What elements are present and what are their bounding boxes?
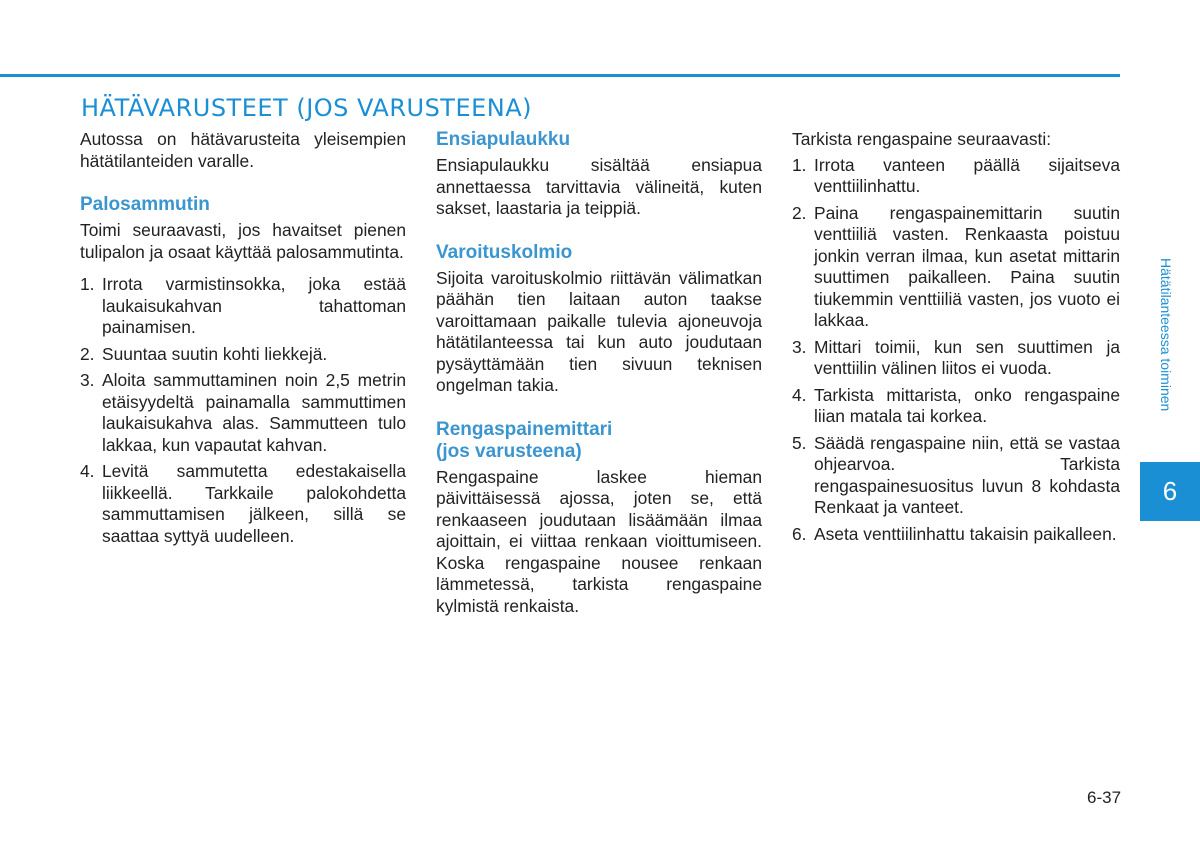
step-number: 2. <box>792 202 807 223</box>
palosammutin-steps <box>80 274 406 547</box>
ensiapulaukku-text: Ensiapulaukku sisältää ensiapua annettaessa tarvittavia välineitä, kuten sakset, laastaria ja teippiä. <box>436 155 762 218</box>
palosammutin-intro: Toimi seuraavasti, jos havaitset pienen tulipalon ja osaat käyttää palosammutinta. <box>80 220 406 262</box>
step-text: Levitä sammutetta edestakaisella liikkeellä. Tarkkaile palokohdetta sammuttamisen jälkeen, sillä se saattaa syttyä uudelleen. <box>102 461 406 546</box>
step-number: 3. <box>792 336 807 357</box>
step-number: 6. <box>792 523 807 544</box>
rengaspainemittari-heading-line1: Rengaspainemittari <box>436 418 613 440</box>
step-number: 5. <box>792 432 807 453</box>
intro-paragraph: Autossa on hätävarusteita yleisempien hätätilanteiden varalle. <box>80 129 406 171</box>
varoituskolmio-heading: Varoituskolmio <box>436 241 573 263</box>
step-text: Aloita sammuttaminen noin 2,5 metrin etäisyydeltä painamalla sammuttimen laukaisukahva alas. Sammutteen tulo lakkaa, kun vapautat kahvan. <box>102 370 406 455</box>
ensiapulaukku-heading: Ensiapulaukku <box>436 129 571 150</box>
step-text: Irrota varmistinsokka, joka estää laukaisukahvan tahattoman painamisen. <box>102 274 406 337</box>
rengaspainemittari-text: Rengaspaine laskee hieman päivittäisessä ajossa, joten se, että renkaaseen joudutaan lisäämään ilmaa ajoittain, ei viittaa renkaan vioittumiseen. Koska rengaspaine nousee renkaan lämmetessä, tarkista rengaspaine kylmistä renkaista. <box>436 466 762 616</box>
step-text: Säädä rengaspaine niin, että se vastaa ohjearvoa. Tarkista rengaspainesuositus luvun 8 kohdasta Renkaat ja vanteet. <box>814 432 1120 517</box>
step-number: 4. <box>792 384 807 405</box>
top-rule <box>0 74 1120 77</box>
step-number: 1. <box>792 154 807 175</box>
step-text: Paina rengaspainemittarin suutin venttiiliä vasten. Renkaasta poistuu jonkin verran ilmaa, kun asetat mittarin suuttimen paikalleen. Paina suutin tiukemmin venttiiliä vasten, jos vuoto ei lakkaa. <box>814 202 1120 330</box>
column-1 <box>80 129 406 552</box>
list-item <box>80 274 406 339</box>
rengaspaine-intro: Tarkista rengaspaine seuraavasti: <box>792 129 1052 149</box>
step-number: 1. <box>80 274 95 294</box>
list-item <box>792 203 1120 332</box>
rengaspainemittari-heading <box>436 419 762 463</box>
column-2 <box>436 129 762 628</box>
list-item <box>80 461 406 547</box>
step-text: Irrota vanteen päällä sijaitseva venttiilinhattu. <box>814 154 1120 196</box>
rengaspaine-steps <box>792 155 1120 546</box>
list-item <box>792 337 1120 380</box>
list-item <box>792 155 1120 198</box>
step-text: Suuntaa suutin kohti liekkejä. <box>102 343 328 364</box>
list-item <box>80 370 406 456</box>
list-item <box>792 385 1120 428</box>
chapter-label: Hätätilanteessa toiminen <box>1158 258 1174 412</box>
step-text: Aseta venttiilinhattu takaisin paikalleen. <box>814 523 1117 544</box>
chapter-tab: 6 <box>1140 462 1200 521</box>
step-number: 2. <box>80 343 95 364</box>
list-item <box>80 344 406 366</box>
palosammutin-heading: Palosammutin <box>80 194 210 215</box>
step-text: Mittari toimii, kun sen suuttimen ja venttiilin välinen liitos ei vuoda. <box>814 336 1120 378</box>
list-item <box>792 433 1120 519</box>
step-number: 3. <box>80 370 95 390</box>
section-title: HÄTÄVARUSTEET (JOS VARUSTEENA) <box>81 94 533 122</box>
rengaspainemittari-heading-line2: (jos varusteena) <box>436 440 582 462</box>
step-text: Tarkista mittarista, onko rengaspaine liian matala tai korkea. <box>814 384 1120 426</box>
column-3 <box>792 129 1120 550</box>
varoituskolmio-text: Sijoita varoituskolmio riittävän välimatkan päähän tien laitaan auton taakse varoittamaan paikalle tulevia ajoneuvoja hätätilanteessa tai kun auto joudutaan pysäyttämään tien sivuun teknisen ongelman takia. <box>436 267 762 395</box>
step-number: 4. <box>80 461 95 481</box>
page-number: 6-37 <box>1087 788 1122 807</box>
list-item <box>792 524 1120 546</box>
